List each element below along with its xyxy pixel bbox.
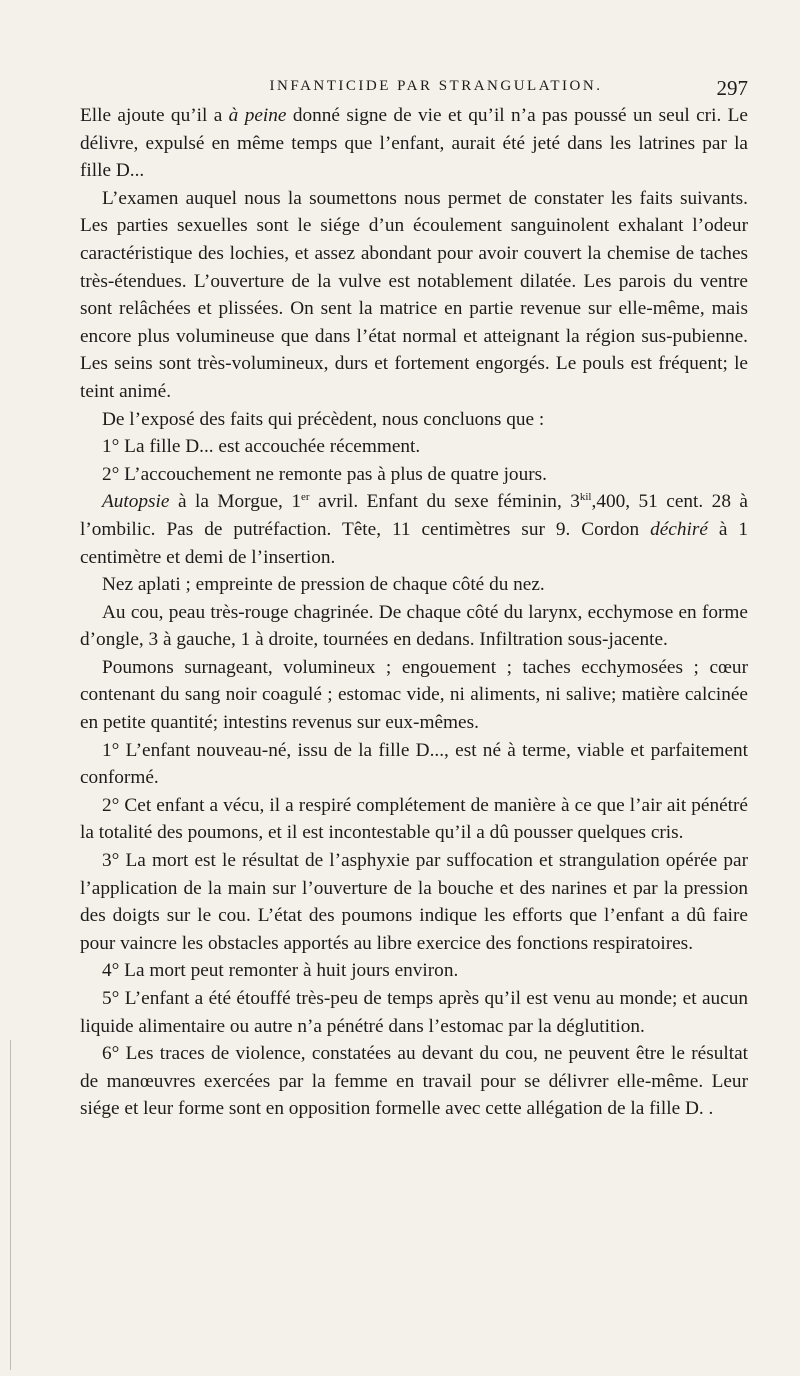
finding-4: 4° La mort peut remonter à huit jours environ. [102, 960, 459, 982]
paragraph-testimony: Elle ajoute qu’il a à peine donné signe de vie et qu’il n’a pas poussé un seul cri. Le délivre, expulsé en même temps que l’enfant, aurait été jeté dans les latrines par la fille D... [80, 105, 748, 182]
paragraph-nose: Nez aplati ; empreinte de pression de chaque côté du nez. [102, 574, 545, 596]
page-edge-line [10, 1040, 11, 1370]
page-number: 297 [716, 76, 748, 100]
paragraph-conclusions-intro: De l’exposé des faits qui précèdent, nous concluons que : [102, 408, 545, 430]
paragraph-lungs: Poumons surnageant, volumineux ; engouement ; taches ecchymosées ; cœur contenant du sang noir coagulé ; estomac vide, ni aliments, ni salive; matière calcinée en petite quantité; intestins revenus sur eux-mêmes. [80, 656, 748, 734]
emphasis-dechire: déchiré [650, 518, 708, 540]
paragraph-examination: L’examen auquel nous la soumettons nous permet de constater les faits suivants. Les parties sexuelles sont le siége d’un écoulement sanguinolent exhalant l’odeur caractéristique des lochies, et assez abondant pour avoir couvert la chemise de taches très-étendues. L’ouverture de la vulve est notablement dilatée. Les parois du ventre sont relâchées et plissées. On sent la matrice en partie revenue sur elle-même, mais encore plus volumineuse que dans l’état normal et atteignant la région sus-pubienne. Les seins sont très-volumineux, durs et fortement engorgés. Le pouls est fréquent; le teint animé. [80, 187, 748, 402]
finding-3: 3° La mort est le résultat de l’asphyxie par suffocation et strangulation opérée par l’application de la main sur l’ouverture de la bouche et des narines et par la pression des doigts sur le cou. L’état des poumons indique les efforts que l’enfant a dû faire pour vaincre les obstacles apportés au libre exercice des fonctions respiratoires. [80, 850, 748, 954]
running-head: INFANTICIDE PAR STRANGULATION. [269, 78, 603, 94]
paragraph-autopsy: Autopsie à la Morgue, 1er avril. Enfant du sexe féminin, $3^{kil},400$, 51 cent. 28 à l’ombilic. Pas de putréfaction. Tête, 11 centimètres sur 9. Cordon déchiré à 1 centimètre et demi de l’insertion. [80, 491, 749, 568]
finding-2: 2° Cet enfant a vécu, il a respiré complétement de manière à ce que l’air ait pénétré la totalité des poumons, et il est incontestable qu’il a dû pousser quelques cris. [80, 794, 748, 844]
finding-6: 6° Les traces de violence, constatées au devant du cou, ne peuvent être le résultat de manœuvres exercées par la femme en travail pour se délivrer elle-même. Leur siége et leur forme sont en opposition formelle avec cette allégation de la fille D. . [80, 1043, 748, 1120]
finding-5: 5° L’enfant a été étouffé très-peu de temps après qu’il est venu au monde; et aucun liquide alimentaire ou autre n’a pénétré dans l’estomac par la déglutition. [80, 988, 748, 1037]
body-text [80, 102, 748, 1123]
paragraph-neck: Au cou, peau très-rouge chagrinée. De chaque côté du larynx, ecchymose en forme d’ongle, 3 à gauche, 1 à droite, tournées en dedans. Infiltration sous-jacente. [80, 601, 748, 651]
emphasis-autopsie: Autopsie [102, 491, 170, 513]
emphasis-a-peine: à peine [228, 105, 287, 126]
book-page [80, 68, 748, 1123]
conclusion-1: 1° La fille D... est accouchée récemment. [102, 436, 421, 458]
conclusion-2: 2° L’accouchement ne remonte pas à plus de quatre jours. [102, 463, 547, 485]
page-header [80, 68, 748, 102]
finding-1: 1° L’enfant nouveau-né, issu de la fille D..., est né à terme, viable et parfaitement conformé. [80, 739, 748, 789]
